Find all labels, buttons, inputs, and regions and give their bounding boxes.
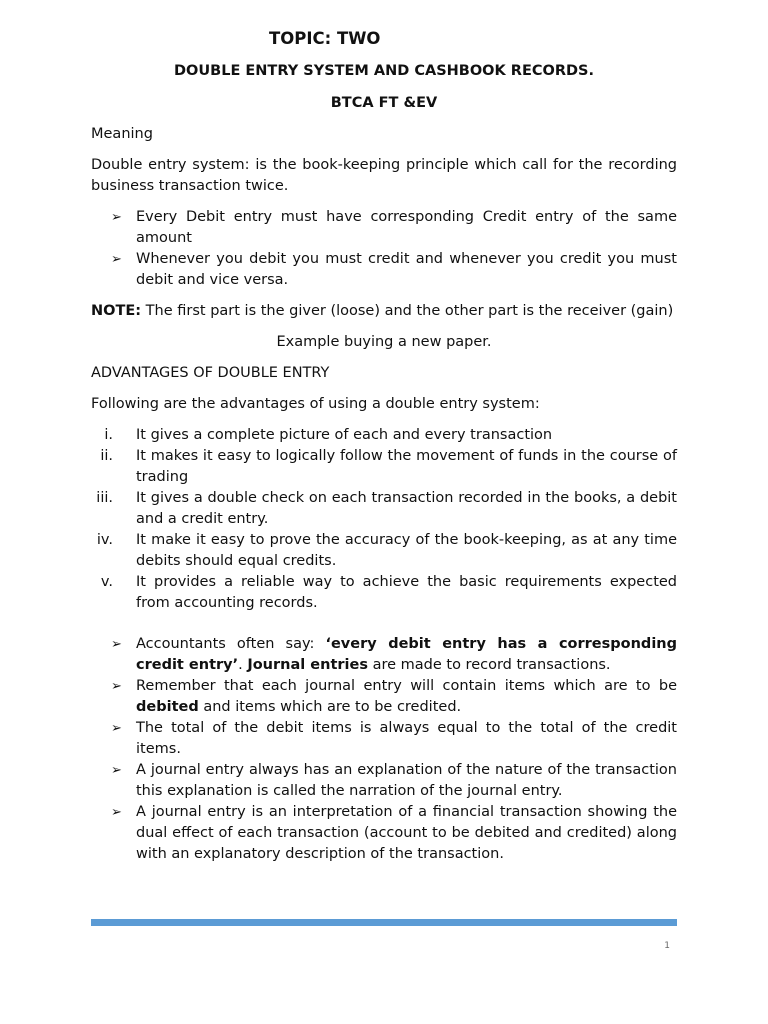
arrow-bullet-icon: ➢: [111, 805, 122, 820]
advantage-text: It makes it easy to logically follow the movement of funds in the course of trading: [136, 448, 677, 485]
point-text-part: and items which are to be credited.: [198, 699, 462, 715]
advantage-text: It make it easy to prove the accuracy of the book-keeping, as at any time debits should equal credits.: [136, 532, 677, 569]
list-number: v.: [100, 574, 113, 590]
document-subtitle: DOUBLE ENTRY SYSTEM AND CASHBOOK RECORDS.: [174, 63, 594, 79]
point-text: [136, 678, 677, 715]
advantage-text: It gives a double check on each transaction recorded in the books, a debit and a credit entry.: [136, 490, 677, 527]
example-line: Example buying a new paper.: [276, 334, 492, 350]
journal-points-list: [91, 634, 677, 865]
arrow-bullet-icon: ➢: [111, 252, 122, 267]
page-content: [91, 28, 677, 875]
list-item: [91, 718, 677, 760]
quote-bold: ‘every debit entry has a corresponding credit entry’: [136, 636, 677, 673]
note-paragraph: [91, 301, 677, 322]
advantages-intro: Following are the advantages of using a double entry system:: [91, 396, 540, 412]
definition-paragraph: Double entry system: is the book-keeping principle which call for the recording business transaction twice.: [91, 157, 677, 194]
list-item: [91, 572, 677, 614]
rules-list: [91, 207, 677, 291]
list-number: i.: [104, 427, 113, 443]
list-item: [91, 207, 677, 249]
list-number: iv.: [96, 532, 113, 548]
arrow-bullet-icon: ➢: [111, 721, 122, 736]
page-title: TOPIC: TWO: [269, 29, 381, 48]
point-text: The total of the debit items is always equal to the total of the credit items.: [136, 720, 677, 757]
page-number: 1: [664, 941, 670, 951]
point-text-part: are made to record transactions.: [367, 657, 611, 673]
course-code: BTCA FT &EV: [330, 95, 438, 111]
arrow-bullet-icon: ➢: [111, 210, 122, 225]
spacer: [91, 624, 677, 634]
arrow-bullet-icon: ➢: [111, 679, 122, 694]
rule-text: Whenever you debit you must credit and whenever you credit you must debit and vice versa.: [136, 251, 677, 288]
list-number: iii.: [96, 490, 113, 506]
list-number: ii.: [100, 448, 113, 464]
point-text: A journal entry always has an explanation of the nature of the transaction this explanation is called the narration of the journal entry.: [136, 762, 677, 799]
list-item: [91, 760, 677, 802]
list-item: [91, 249, 677, 291]
note-label: NOTE:: [91, 303, 142, 319]
list-item: [91, 530, 677, 572]
advantage-text: It provides a reliable way to achieve the basic requirements expected from accounting records.: [136, 574, 677, 611]
arrow-bullet-icon: ➢: [111, 763, 122, 778]
list-item: [91, 634, 677, 676]
meaning-heading: Meaning: [91, 126, 153, 142]
footer-divider: [91, 919, 677, 926]
advantages-list: [91, 425, 677, 614]
note-text: The first part is the giver (loose) and the other part is the receiver (gain): [141, 303, 674, 319]
rule-text: Every Debit entry must have corresponding Credit entry of the same amount: [136, 209, 677, 246]
point-text-part: Accountants often say:: [136, 636, 326, 652]
list-item: [91, 425, 677, 446]
point-text-part: Remember that each journal entry will contain items which are to be: [136, 678, 677, 694]
point-text-part: .: [238, 657, 248, 673]
debited-bold: debited: [136, 699, 199, 715]
point-text: A journal entry is an interpretation of a financial transaction showing the dual effect of each transaction (account to be debited and credited) along with an explanatory description of the transaction.: [136, 804, 677, 862]
advantage-text: It gives a complete picture of each and every transaction: [136, 427, 553, 443]
advantages-heading: ADVANTAGES OF DOUBLE ENTRY: [91, 365, 330, 381]
point-text: [136, 636, 677, 673]
list-item: [91, 488, 677, 530]
list-item: [91, 802, 677, 865]
arrow-bullet-icon: ➢: [111, 637, 122, 652]
list-item: [91, 676, 677, 718]
journal-entries-bold: Journal entries: [247, 657, 368, 673]
list-item: [91, 446, 677, 488]
